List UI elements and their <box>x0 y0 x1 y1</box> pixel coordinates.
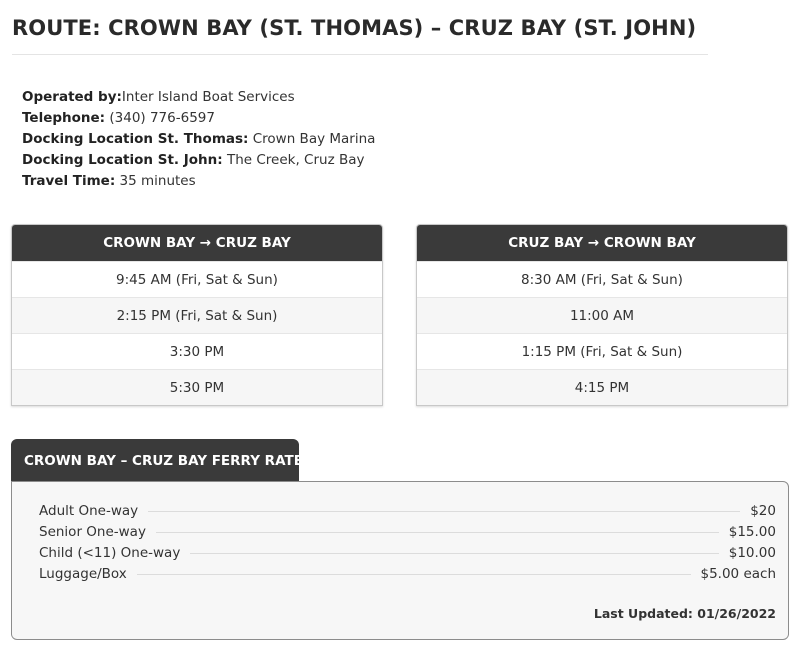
rate-price: $10.00 <box>728 544 776 561</box>
dock-st-john-value: The Creek, Cruz Bay <box>222 152 365 168</box>
rate-name: Luggage/Box <box>39 565 127 582</box>
schedule-time: 1:15 PM (Fri, Sat & Sun) <box>417 333 787 369</box>
rate-row <box>39 500 776 521</box>
operator-label: Operated by: <box>22 89 122 105</box>
schedule-time: 8:30 AM (Fri, Sat & Sun) <box>417 261 787 297</box>
travel-time-value: 35 minutes <box>115 173 196 189</box>
travel-time-label: Travel Time: <box>22 173 116 189</box>
schedule-header: CROWN BAY → CRUZ BAY <box>12 225 382 261</box>
dock-st-john-row <box>22 150 375 171</box>
dock-st-thomas-label: Docking Location St. Thomas: <box>22 131 249 147</box>
operator-row <box>22 87 375 108</box>
rate-row <box>39 542 776 563</box>
phone-row <box>22 108 375 129</box>
rate-price: $20 <box>750 502 776 519</box>
rate-row <box>39 521 776 542</box>
rates-panel <box>11 481 789 640</box>
operator-value: Inter Island Boat Services <box>121 89 295 105</box>
rate-name: Child (<11) One-way <box>39 544 181 561</box>
rate-leader <box>148 511 740 512</box>
phone-label: Telephone: <box>22 110 106 126</box>
rate-leader <box>156 532 719 533</box>
schedule-time: 3:30 PM <box>12 333 382 369</box>
schedule-time: 11:00 AM <box>417 297 787 333</box>
schedule-cruz-to-crown <box>416 224 788 406</box>
dock-st-thomas-value: Crown Bay Marina <box>248 131 376 147</box>
schedule-time: 4:15 PM <box>417 369 787 405</box>
rate-price: $5.00 each <box>700 565 776 582</box>
dock-st-john-label: Docking Location St. John: <box>22 152 223 168</box>
rate-leader <box>137 574 691 575</box>
schedule-time: 2:15 PM (Fri, Sat & Sun) <box>12 297 382 333</box>
dock-st-thomas-row <box>22 129 375 150</box>
last-updated: Last Updated: 01/26/2022 <box>593 606 776 621</box>
route-info <box>22 87 375 192</box>
rate-row <box>39 563 776 584</box>
schedule-time: 9:45 AM (Fri, Sat & Sun) <box>12 261 382 297</box>
rate-name: Senior One-way <box>39 523 146 540</box>
schedule-time: 5:30 PM <box>12 369 382 405</box>
rate-leader <box>190 553 718 554</box>
rate-name: Adult One-way <box>39 502 139 519</box>
rate-price: $15.00 <box>728 523 776 540</box>
phone-value[interactable]: (340) 776-6597 <box>105 110 215 126</box>
travel-time-row <box>22 171 375 192</box>
schedule-crown-to-cruz <box>11 224 383 406</box>
rates-title: CROWN BAY – CRUZ BAY FERRY RATES <box>11 439 299 482</box>
page-title: ROUTE: CROWN BAY (ST. THOMAS) – CRUZ BAY (ST. JOHN) <box>12 16 697 40</box>
schedule-header: CRUZ BAY → CROWN BAY <box>417 225 787 261</box>
title-divider <box>12 54 708 55</box>
